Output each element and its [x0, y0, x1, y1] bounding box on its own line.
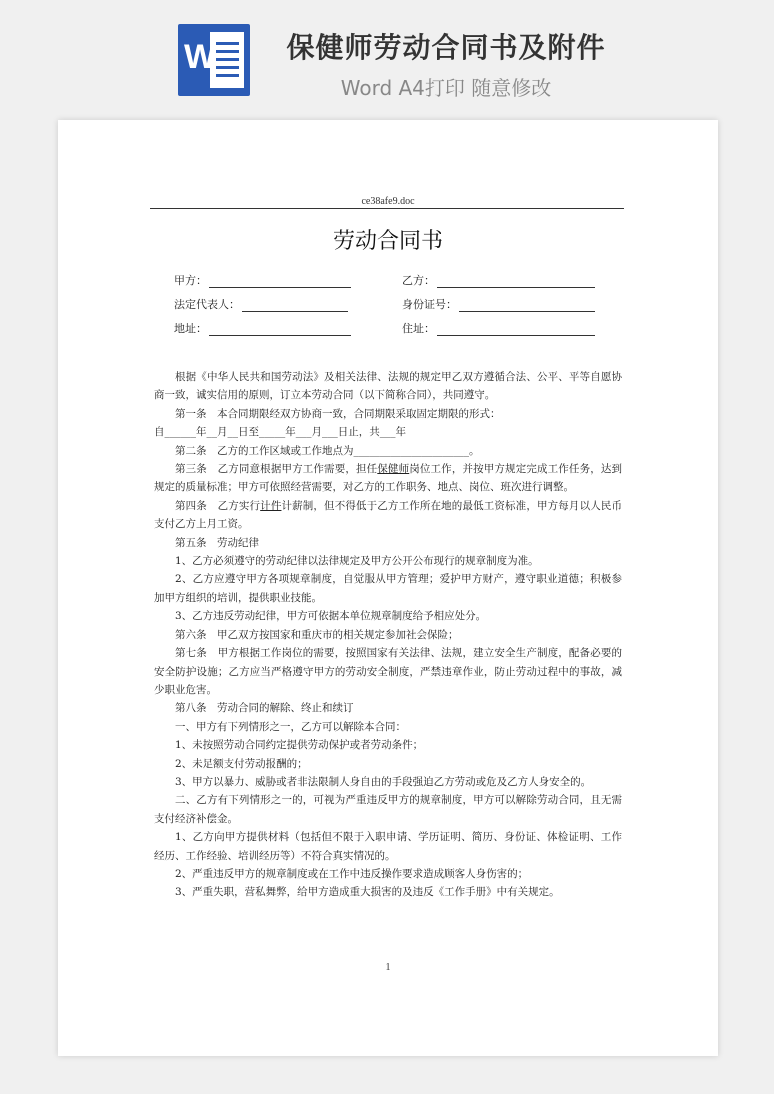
article-1: 第一条 本合同期限经双方协商一致，合同期限采取固定期限的形式：	[175, 407, 501, 420]
banner	[0, 0, 774, 118]
article-8-section-2-item-2: 2、严重违反甲方的规章制度或在工作中违反操作要求造成顾客人身伤害的；	[175, 867, 529, 880]
party-b-blank	[437, 276, 595, 288]
article-6: 第六条 甲乙双方按国家和重庆市的相关规定参加社会保险；	[175, 628, 459, 641]
article-1-dates: 自______年__月__日至_____年___月___日止，共___年	[154, 426, 406, 439]
article-3-job: 保健师	[377, 463, 410, 476]
article-7: 第七条 甲方根据工作岗位的需要，按照国家有关法律、法规，建立安全生产制度，配备必要的安全防护设施；乙方应当严格遵守甲方的劳动安全制度，严禁违章作业，防止劳动过程中的事故，减少职业危害。	[154, 647, 622, 696]
article-4-pre: 第四条 乙方实行	[175, 499, 261, 512]
id-no-blank	[459, 300, 595, 312]
party-a-label: 甲方：	[174, 274, 207, 287]
article-4-mode: 计件	[260, 499, 282, 512]
address-a-field	[174, 320, 351, 336]
address-b-blank	[437, 324, 595, 336]
article-8-section-2-item-1: 1、乙方向甲方提供材料（包括但不限于入职申请、学历证明、简历、身份证、体检证明、工作经历、工作经验、培训经历等）不符合真实情况的。	[154, 831, 622, 862]
banner-title: 保健师劳动合同书及附件	[286, 31, 606, 64]
article-3-post: 岗位工作，并按甲方规定完成工作任务，达到规定的质量标准；甲方可依照经营需要，对乙方的工作职务、地点、岗位、班次进行调整。	[154, 463, 623, 494]
contract-body	[154, 368, 622, 902]
address-a-blank	[209, 324, 351, 336]
article-8-section-1-item-2: 2、未足额支付劳动报酬的；	[175, 757, 308, 770]
article-8-section-1-item-3: 3、甲方以暴力、威胁或者非法限制人身自由的手段强迫乙方劳动或危及乙方人身安全的。	[175, 775, 592, 788]
article-5: 第五条 劳动纪律	[175, 536, 259, 549]
address-b-field	[402, 320, 595, 336]
article-3	[154, 460, 622, 497]
address-a-label: 地址：	[174, 322, 207, 335]
banner-subtitle: Word A4打印 随意修改	[340, 76, 552, 100]
article-5-item-3: 3、乙方违反劳动纪律，甲方可依据本单位规章制度给予相应处分。	[175, 610, 487, 623]
legal-rep-label: 法定代表人：	[174, 298, 240, 311]
id-no-field	[402, 296, 595, 312]
article-5-item-2: 2、乙方应遵守甲方各项规章制度，自觉服从甲方管理；爱护甲方财产，遵守职业道德；积极参加甲方组织的培训，提供职业技能。	[154, 573, 622, 604]
article-8-section-1: 一、甲方有下列情形之一，乙方可以解除本合同：	[175, 720, 406, 733]
article-8-section-2: 二、乙方有下列情形之一的，可视为严重违反甲方的规章制度，甲方可以解除劳动合同，且无需支付经济补偿金。	[154, 794, 622, 825]
word-icon-letter: W	[184, 38, 217, 76]
id-no-label: 身份证号：	[402, 298, 457, 311]
document-title: 劳动合同书	[332, 229, 443, 254]
header-rule	[150, 208, 624, 209]
header-filename: ce38afe9.doc	[361, 196, 415, 207]
article-5-item-1: 1、乙方必须遵守的劳动纪律以法律规定及甲方公开公布现行的规章制度为准。	[175, 555, 539, 568]
page-number: 1	[385, 962, 391, 973]
article-8-section-1-item-1: 1、未按照劳动合同约定提供劳动保护或者劳动条件；	[175, 739, 424, 752]
party-a-field	[174, 272, 351, 288]
party-b-label: 乙方：	[402, 274, 435, 287]
legal-rep-blank	[242, 300, 348, 312]
article-3-pre: 第三条 乙方同意根据甲方工作需要，担任	[175, 463, 378, 476]
preamble-paragraph: 根据《中华人民共和国劳动法》及相关法律、法规的规定甲乙双方遵循合法、公平、平等自愿协商一致，诚实信用的原则，订立本劳动合同（以下简称合同），共同遵守。	[154, 371, 622, 402]
article-8: 第八条 劳动合同的解除、终止和续订	[175, 702, 354, 715]
article-4-post: 计薪制，但不得低于乙方工作所在地的最低工资标准，甲方每月以人民币支付乙方上月工资。	[154, 499, 623, 531]
address-b-label: 住址：	[402, 322, 435, 335]
party-b-field	[402, 272, 595, 288]
article-2: 第二条 乙方的工作区域或工作地点为______________________。	[175, 444, 480, 457]
document-page	[58, 120, 718, 1056]
legal-rep-field	[174, 296, 348, 312]
article-4	[154, 497, 622, 534]
word-doc-icon	[178, 24, 250, 96]
party-a-blank	[209, 276, 351, 288]
article-8-section-2-item-3: 3、严重失职，营私舞弊，给甲方造成重大损害的及违反《工作手册》中有关规定。	[175, 886, 560, 899]
